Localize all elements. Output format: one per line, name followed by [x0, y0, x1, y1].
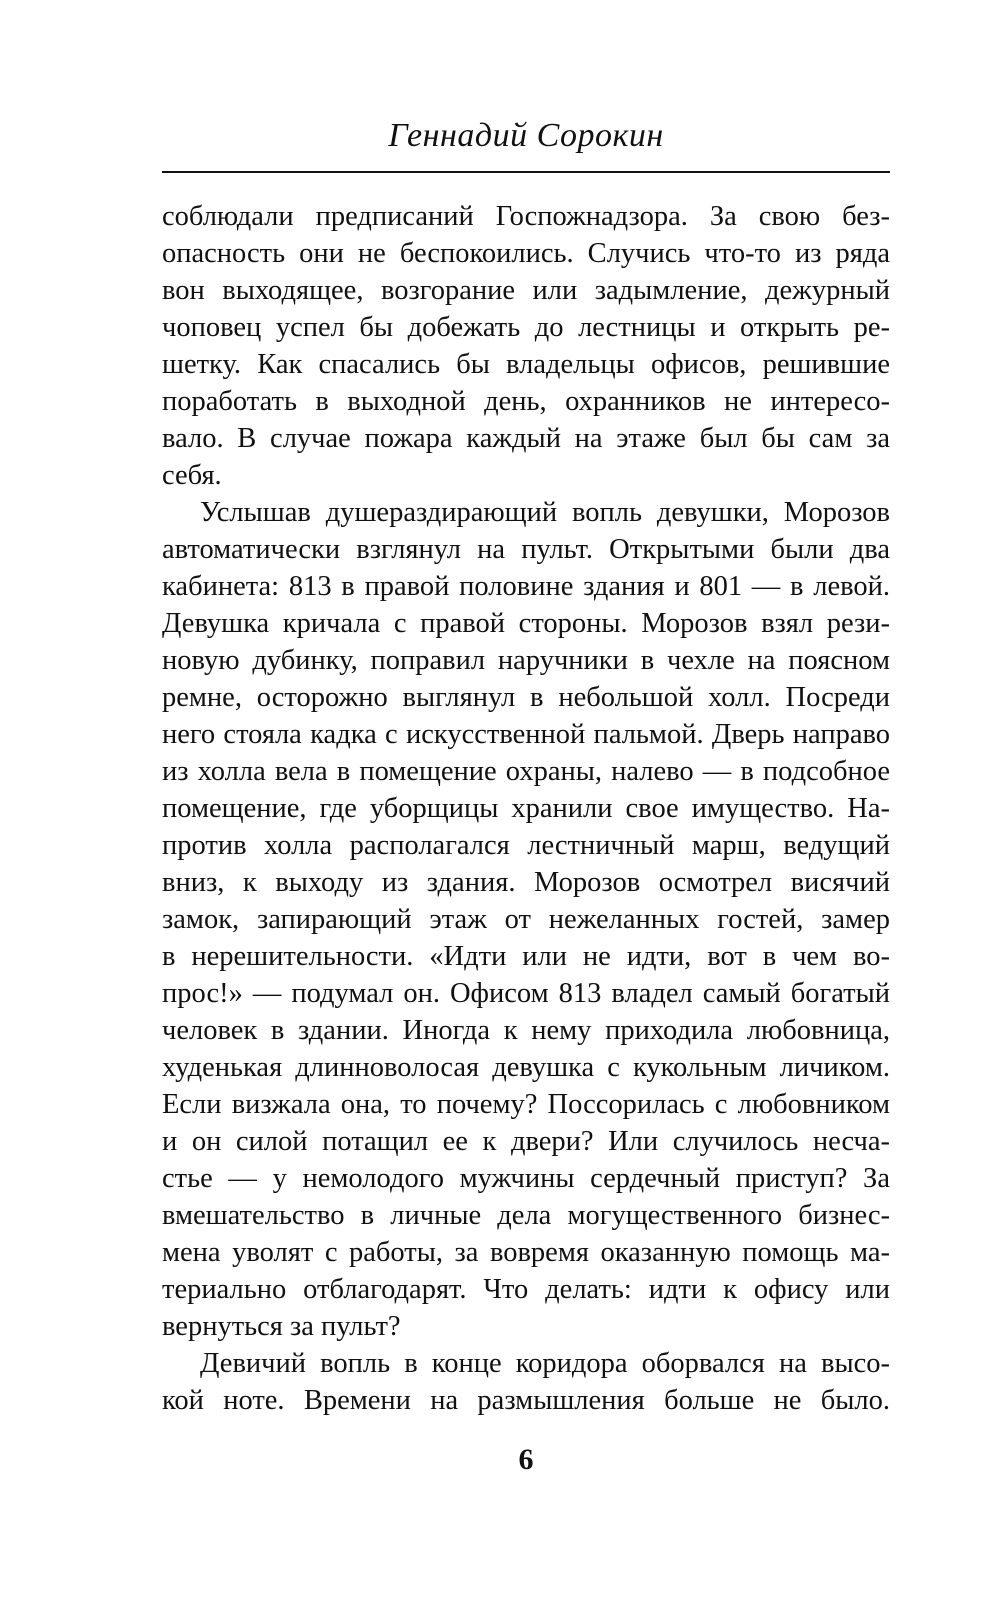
text-line: худенькая длинноволосая девушка с кукольным личиком. — [162, 1052, 890, 1083]
text-line: замок, запирающий этаж от нежеланных гостей, замер — [162, 904, 890, 935]
body-text — [162, 198, 890, 1419]
text-line: из холла вела в помещение охраны, налево — в подсобное — [162, 756, 890, 787]
text-line: опасность они не беспокоились. Случись что-то из ряда — [162, 238, 890, 269]
text-line: чоповец успел бы добежать до лестницы и открыть ре- — [162, 312, 890, 343]
text-line: Услышав душераздирающий вопль девушки, Морозов — [200, 497, 890, 528]
text-line: и он силой потащил ее к двери? Или случилось несча- — [162, 1126, 890, 1157]
text-line: стье — у немолодого мужчины сердечный приступ? За — [162, 1163, 890, 1194]
text-line: ремне, осторожно выглянул в небольшой холл. Посреди — [162, 682, 890, 713]
text-line: поработать в выходной день, охранников не интересо- — [162, 386, 890, 417]
text-line: кабинета: 813 в правой половине здания и 801 — в левой. — [162, 571, 890, 602]
paragraph-2 — [162, 494, 890, 1345]
text-line: автоматически взглянул на пульт. Открытыми были два — [162, 534, 890, 565]
paragraph-1 — [162, 198, 890, 494]
text-line: вниз, к выходу из здания. Морозов осмотрел висячий — [162, 867, 890, 898]
paragraph-3 — [162, 1345, 890, 1419]
page-number: 6 — [518, 1443, 534, 1476]
text-line: против холла располагался лестничный марш, ведущий — [162, 830, 890, 861]
text-line: человек в здании. Иногда к нему приходила любовница, — [162, 1015, 890, 1046]
text-line: вало. В случае пожара каждый на этаже был бы сам за — [162, 423, 890, 454]
text-line: помещение, где уборщицы хранили свое имущество. На- — [162, 793, 890, 824]
header-rule — [162, 171, 890, 173]
text-line: него стояла кадка с искусственной пальмой. Дверь направо — [162, 719, 890, 750]
text-line: Девушка кричала с правой стороны. Морозов взял рези- — [162, 608, 890, 639]
text-line: прос!» — подумал он. Офисом 813 владел самый богатый — [162, 978, 890, 1009]
text-line: вон выходящее, возгорание или задымление, дежурный — [162, 275, 890, 306]
text-line: Если визжала она, то почему? Поссорилась с любовником — [162, 1089, 890, 1120]
text-line: кой ноте. Времени на размышления больше не было. — [162, 1385, 890, 1416]
text-line: новую дубинку, поправил наручники в чехле на поясном — [162, 645, 890, 676]
text-line: себя. — [162, 460, 222, 491]
text-line: вмешательство в личные дела могущественного бизнес- — [162, 1200, 890, 1231]
text-line: мена уволят с работы, за вовремя оказанную помощь ма- — [162, 1237, 890, 1268]
text-line: в нерешительности. «Идти или не идти, вот в чем во- — [162, 941, 890, 972]
text-line: шетку. Как спасались бы владельцы офисов, решившие — [162, 349, 890, 380]
text-line: Девичий вопль в конце коридора оборвался на высо- — [200, 1348, 890, 1379]
text-line: териально отблагодарят. Что делать: идти к офису или — [162, 1274, 890, 1305]
text-line: вернуться за пульт? — [162, 1311, 401, 1342]
running-head-author: Геннадий Сорокин — [388, 117, 664, 154]
text-line: соблюдали предписаний Госпожнадзора. За свою без- — [162, 201, 890, 232]
